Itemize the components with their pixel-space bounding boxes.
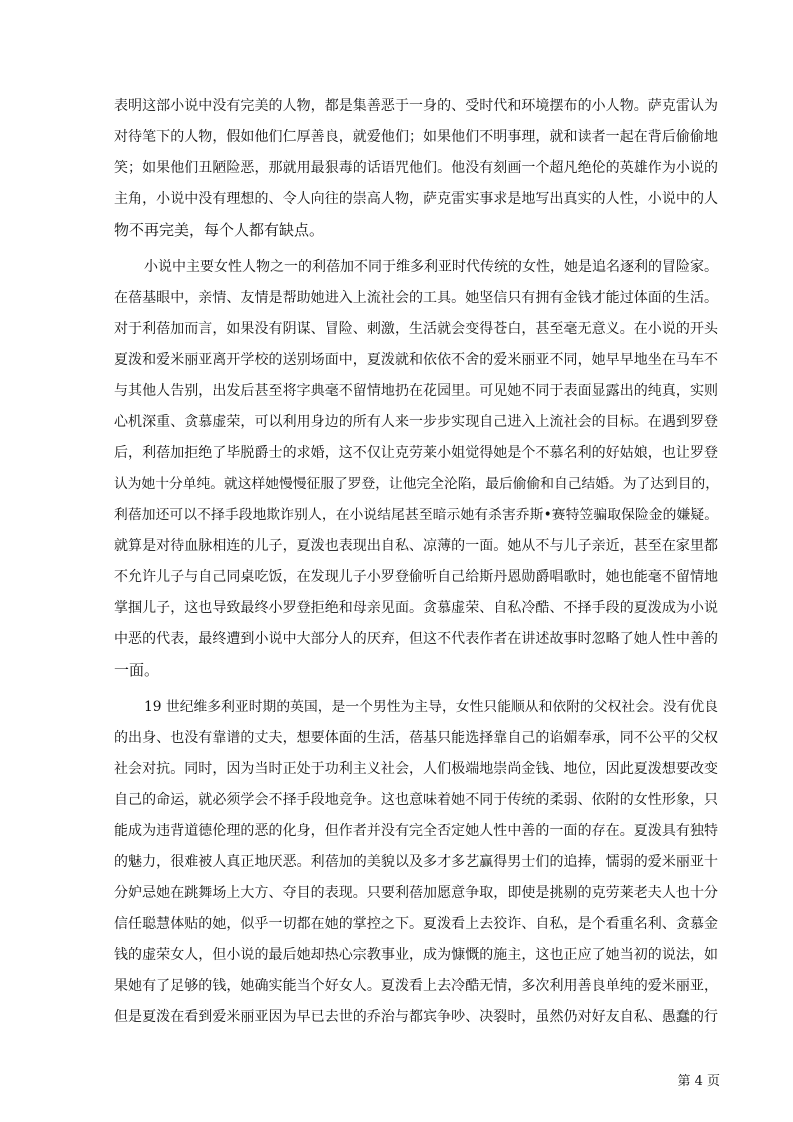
paragraph-3-line-5: 能成为违背道德伦理的恶的化身，但作者并没有完全否定她人性中善的一面的存在。夏泼具有独特 — [114, 823, 718, 839]
paragraph-1-line-4: 主角，小说中没有理想的、令人向往的崇高人物，萨克雷实事求是地写出真实的人性，小说中的人 — [114, 191, 718, 207]
paragraph-3-line-9: 钱的虚荣女人，但小说的最后她却热心宗教事业，成为慷慨的施主，这也正应了她当初的说法，如 — [114, 947, 718, 963]
paragraph-2-line-3: 对于利蓓加而言，如果没有阴谋、冒险、刺激，生活就会变得苍白，甚至毫无意义。在小说的开头 — [114, 321, 718, 337]
paragraph-1-line-1: 表明这部小说中没有完美的人物，都是集善恶于一身的、受时代和环境摆布的小人物。萨克雷认为 — [114, 98, 718, 114]
paragraph-1-line-3: 笑；如果他们丑陋险恶，那就用最狠毒的话语咒他们。他没有刻画一个超凡绝伦的英雄作为小说的 — [114, 160, 718, 176]
paragraph-2-line-11: 不允许儿子与自己同桌吃饭，在发现儿子小罗登偷听自己给斯丹恩勋爵唱歌时，她也能毫不留情地 — [114, 569, 718, 585]
paragraph-3-line-3: 社会对抗。同时，因为当时正处于功利主义社会，人们极端地崇尚金钱、地位，因此夏泼想要改变 — [114, 761, 718, 777]
paragraph-1-line-5: 物不再完美，每个人都有缺点。 — [114, 221, 325, 239]
paragraph-2-line-14: 一面。 — [114, 661, 160, 679]
paragraph-1-line-2: 对待笔下的人物，假如他们仁厚善良，就爱他们；如果他们不明事理，就和读者一起在背后偷偷地 — [114, 129, 718, 145]
paragraph-2-line-4: 夏泼和爱米丽亚离开学校的送别场面中，夏泼就和依依不舍的爱米丽亚不同，她早早地坐在马车不 — [114, 352, 718, 368]
paragraph-2-line-10: 就算是对待血脉相连的儿子，夏泼也表现出自私、凉薄的一面。她从不与儿子亲近，甚至在家里都 — [114, 538, 718, 554]
paragraph-2-line-13: 中恶的代表，最终遭到小说中大部分人的厌弃，但这不代表作者在讲述故事时忽略了她人性中善的 — [114, 631, 718, 647]
page-number: 第 4 页 — [677, 1074, 720, 1089]
paragraph-2-line-12: 掌掴儿子，这也导致最终小罗登拒绝和母亲见面。贪慕虚荣、自私冷酷、不择手段的夏泼成为小说 — [114, 600, 718, 616]
paragraph-2-line-7: 后，利蓓加拒绝了毕脱爵士的求婚，这不仅让克劳莱小姐觉得她是个不慕名利的好姑娘，也让罗登 — [114, 445, 718, 461]
paragraph-2-line-5: 与其他人告别，出发后甚至将字典毫不留情地扔在花园里。可见她不同于表面显露出的纯真，实则 — [114, 383, 718, 399]
paragraph-2-line-6: 心机深重、贪慕虚荣，可以利用身边的所有人来一步步实现自己进入上流社会的目标。在遇到罗登 — [114, 414, 718, 430]
paragraph-3-line-4: 自己的命运，就必须学会不择手段地竞争。这也意味着她不同于传统的柔弱、依附的女性形象，只 — [114, 792, 718, 808]
paragraph-2-line-1: 小说中主要女性人物之一的利蓓加不同于维多利亚时代传统的女性，她是追名逐利的冒险家。 — [144, 259, 718, 275]
paragraph-3-line-7: 分妒忌她在跳舞场上大方、夺目的表现。只要利蓓加愿意争取，即使是挑剔的克劳莱老夫人也十分 — [114, 885, 718, 901]
paragraph-3-line-11: 但是夏泼在看到爱米丽亚因为早已去世的乔治与都宾争吵、决裂时，虽然仍对好友自私、愚蠢的行 — [114, 1009, 718, 1025]
paragraph-3-line-2: 的出身、也没有靠谱的丈夫，想要体面的生活，蓓基只能选择靠自己的谄媚奉承，同不公平的父权 — [114, 730, 718, 746]
paragraph-3-line-10: 果她有了足够的钱，她确实能当个好女人。夏泼看上去冷酷无情，多次利用善良单纯的爱米丽亚， — [114, 978, 718, 994]
paragraph-3-line-8: 信任聪慧体贴的她，似乎一切都在她的掌控之下。夏泼看上去狡诈、自私，是个看重名利、贪慕金 — [114, 916, 718, 932]
paragraph-2-line-2: 在蓓基眼中，亲情、友情是帮助她进入上流社会的工具。她坚信只有拥有金钱才能过体面的生活。 — [114, 290, 718, 306]
paragraph-3-line-6: 的魅力，很难被人真正地厌恶。利蓓加的美貌以及多才多艺赢得男士们的追捧，懦弱的爱米丽亚十 — [114, 854, 718, 870]
paragraph-2-line-8: 认为她十分单纯。就这样她慢慢征服了罗登，让他完全沦陷，最后偷偷和自己结婚。为了达到目的， — [114, 476, 720, 492]
paragraph-3-line-1: 19 世纪维多利亚时期的英国，是一个男性为主导，女性只能顺从和依附的父权社会。没有优良 — [144, 699, 718, 715]
paragraph-2-line-9: 利蓓加还可以不择手段地欺诈别人，在小说结尾甚至暗示她有杀害乔斯•赛特笠骗取保险金的嫌疑。 — [114, 507, 718, 523]
